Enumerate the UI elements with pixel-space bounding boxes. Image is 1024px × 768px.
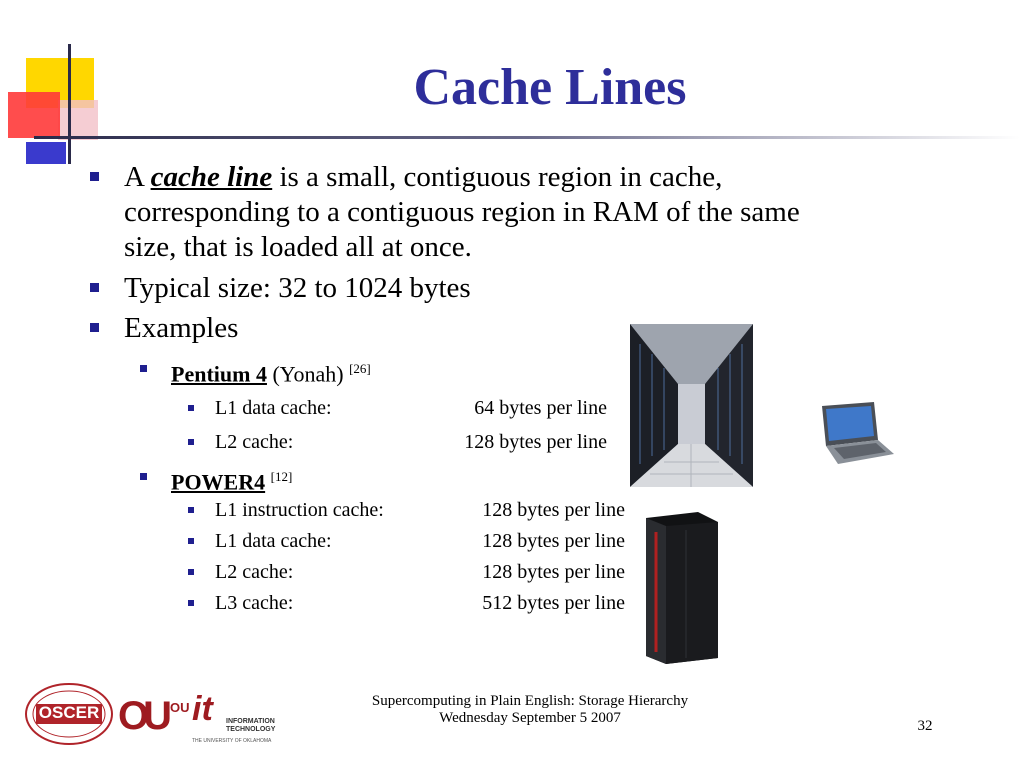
bullet-typical-size [124,271,471,306]
square-bullet-icon [140,365,147,372]
square-bullet-icon [188,569,194,575]
bullet-pentium4 [171,356,371,387]
datacenter-photo [630,324,753,487]
definition-line2: corresponding to a contiguous region in RAM of the same [124,196,800,228]
ou-logo: OU [118,694,166,738]
cache-value: 128 bytes per line [482,499,625,521]
power4-ref: [12] [270,469,293,484]
square-bullet-icon [90,323,99,332]
footer-line1: Supercomputing in Plain English: Storage Hierarchy [371,693,689,709]
ou-it-logo [170,686,290,748]
it-line2: TECHNOLOGY [226,726,276,733]
definition-term: cache line [150,161,273,193]
laptop-picture [818,402,896,466]
decor-pink-square [58,100,98,140]
definition-prefix: A [124,161,144,193]
oscer-logo-text: OSCER [38,703,100,722]
decor-vertical-line [68,44,71,164]
bullet-definition [124,160,954,265]
title-divider [34,136,1020,139]
cache-value: 64 bytes per line [474,397,607,419]
power4-name: POWER4 [171,469,266,495]
cache-value: 128 bytes per line [482,561,625,583]
cache-label: L1 data cache: [215,530,332,552]
decor-blue-square [26,142,66,164]
cache-label: L1 data cache: [215,397,332,419]
server-tower-picture [642,512,720,664]
square-bullet-icon [140,473,147,480]
square-bullet-icon [188,405,194,411]
it-line3: THE UNIVERSITY OF OKLAHOMA [192,738,272,744]
footer-text [300,693,760,727]
examples-text: Examples [124,312,239,344]
it-line1: INFORMATION [226,718,275,725]
cache-label: L2 cache: [215,431,294,453]
square-bullet-icon [90,172,99,181]
decor-red-square [8,92,60,138]
bullet-power4 [171,464,292,495]
ou-it-prefix: OU [170,700,190,715]
square-bullet-icon [188,600,194,606]
footer-line2: Wednesday September 5 2007 [439,710,621,726]
slide-title: Cache Lines [413,59,687,116]
cache-value: 128 bytes per line [464,431,607,453]
pentium4-ref: [26] [349,361,371,376]
page-number: 32 [917,718,933,734]
typical-size-text: Typical size: 32 to 1024 bytes [124,272,471,304]
square-bullet-icon [90,283,99,292]
it-mark: it [192,690,213,728]
definition-line3: size, that is loaded all at once. [124,231,472,263]
oscer-logo [24,682,114,746]
cache-value: 128 bytes per line [482,530,625,552]
cache-label: L1 instruction cache: [215,499,384,521]
bullet-examples [124,311,238,346]
definition-line1-rest: is a small, contiguous region in cache, [279,161,723,193]
square-bullet-icon [188,507,194,513]
square-bullet-icon [188,538,194,544]
pentium4-variant: (Yonah) [272,361,344,387]
cache-label: L3 cache: [215,592,294,614]
cache-value: 512 bytes per line [482,592,625,614]
pentium4-name: Pentium 4 [171,361,267,387]
square-bullet-icon [188,439,194,445]
cache-label: L2 cache: [215,561,294,583]
